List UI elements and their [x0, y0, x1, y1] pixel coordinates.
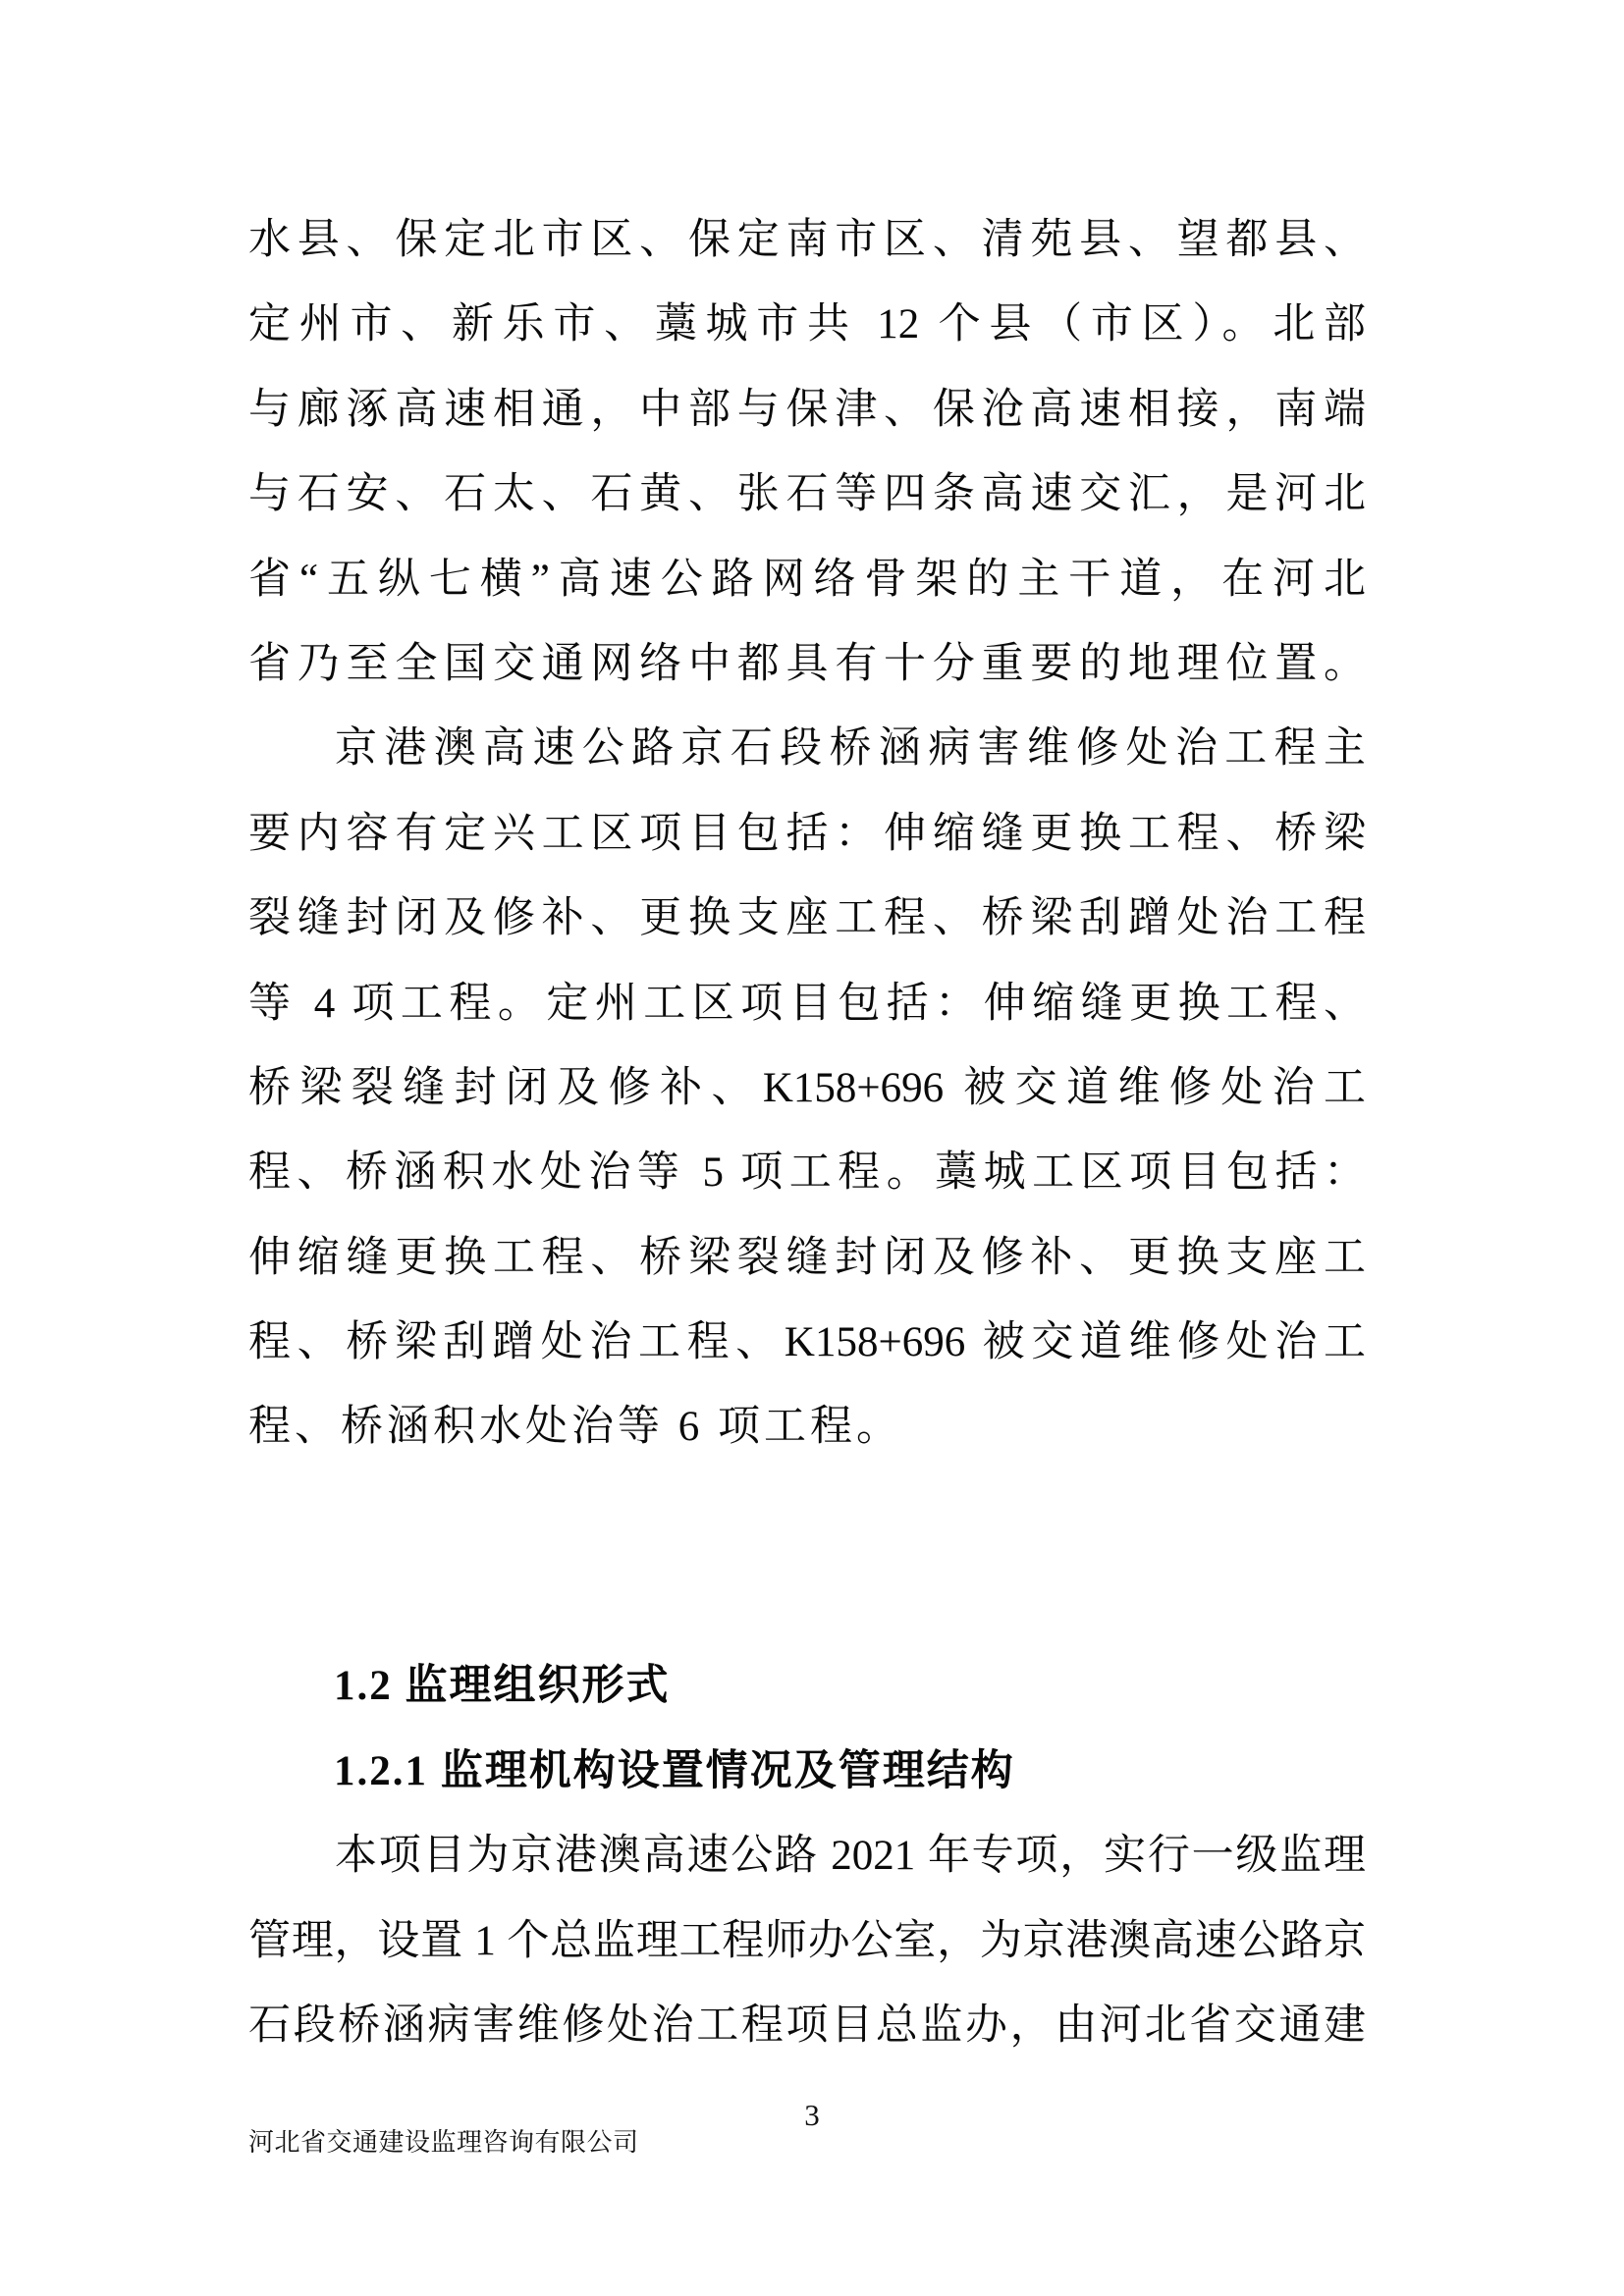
body-text-line: 与廊涿高速相通，中部与保津、保沧高速相接，南端 — [248, 386, 1366, 433]
body-text-line: 要内容有定兴工区项目包括：伸缩缝更换工程、桥梁 — [248, 810, 1366, 857]
footer-company-name: 河北省交通建设监理咨询有限公司 — [248, 2128, 639, 2157]
body-text-line: 水县、保定北市区、保定南市区、清苑县、望都县、 — [248, 217, 1366, 263]
body-text-line: 程、桥梁刮蹭处治工程、K158+696 被交道维修处治工 — [248, 1319, 1366, 1366]
page-number: 3 — [804, 2098, 820, 2132]
section-heading-1-2-1: 1.2.1 监理机构设置情况及管理结构 — [334, 1747, 1015, 1794]
section-text-line: 石段桥涵病害维修处治工程项目总监办，由河北省交通建 — [248, 2002, 1366, 2050]
section-heading-1-2: 1.2 监理组织形式 — [334, 1663, 671, 1709]
body-text-line: 定州市、新乐市、藁城市共 12 个县（市区）。北部 — [248, 301, 1366, 348]
body-text-line: 与石安、石太、石黄、张石等四条高速交汇，是河北 — [248, 471, 1366, 518]
section-text-line: 管理，设置 1 个总监理工程师办公室，为京港澳高速公路京 — [248, 1917, 1366, 1964]
body-text-line paragraph-start: 京港澳高速公路京石段桥涵病害维修处治工程主 — [335, 725, 1366, 773]
body-text-line: 伸缩缝更换工程、桥梁裂缝封闭及修补、更换支座工 — [248, 1234, 1366, 1281]
body-text-line: 省乃至全国交通网络中都具有十分重要的地理位置。 — [248, 640, 1366, 687]
body-text-line: 桥梁裂缝封闭及修补、K158+696 被交道维修处治工 — [248, 1064, 1366, 1111]
body-text-line: 等 4 项工程。定州工区项目包括：伸缩缝更换工程、 — [248, 980, 1366, 1027]
body-text-line: 程、桥涵积水处治等 5 项工程。藁城工区项目包括： — [248, 1149, 1366, 1197]
body-text-line: 裂缝封闭及修补、更换支座工程、桥梁刮蹭处治工程 — [248, 895, 1366, 942]
section-block — [248, 1644, 1366, 2069]
body-text-line paragraph-end: 程、桥涵积水处治等 6 项工程。 — [248, 1404, 902, 1451]
section-text-line paragraph-start: 本项目为京港澳高速公路 2021 年专项，实行一级监理 — [335, 1833, 1366, 1880]
body-text-block — [248, 198, 1366, 1470]
body-text-line: 省“五纵七横”高速公路网络骨架的主干道，在河北 — [248, 556, 1366, 603]
